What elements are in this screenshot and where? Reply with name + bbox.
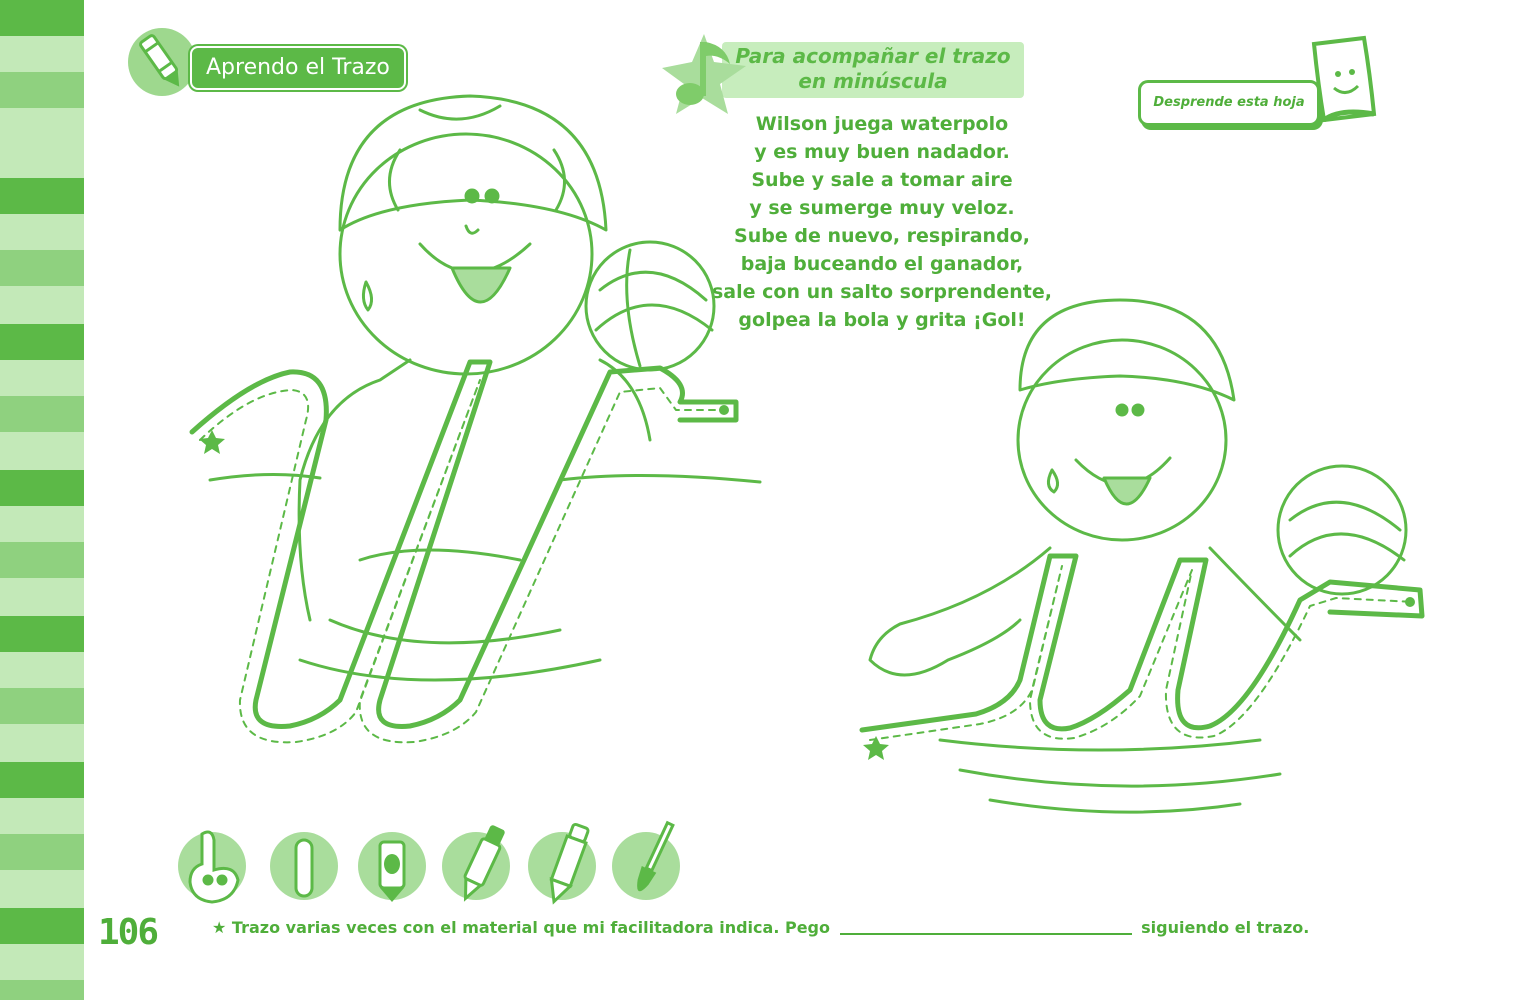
side-stripes (0, 0, 84, 1000)
finger-icon (178, 820, 258, 906)
tool-pencil (528, 832, 596, 900)
tool-crayon (358, 832, 426, 900)
tool-finger (178, 832, 246, 900)
poem-line: Sube de nuevo, respirando, (734, 225, 1030, 247)
page-number: 106 (98, 912, 158, 953)
poem-line: sale con un salto sorprendente, (712, 281, 1052, 303)
chalk-icon (270, 820, 338, 906)
crayon-badge (128, 28, 196, 96)
poem (712, 110, 1052, 334)
song-title: Para acompañar el trazo en minúscula (735, 44, 1011, 93)
boy-left-illustration (210, 96, 760, 680)
poem-line: y se sumerge muy veloz. (749, 197, 1015, 219)
pencil-icon (528, 820, 608, 906)
poem-line: golpea la bola y grita ¡Gol! (738, 309, 1026, 331)
poem-line: Sube y sale a tomar aire (751, 169, 1013, 191)
tool-chalk (270, 832, 338, 900)
fill-in-blank[interactable] (840, 933, 1132, 935)
page-icon (1300, 34, 1380, 124)
brush-icon (612, 820, 692, 906)
letter-w-large (192, 362, 736, 742)
marker-icon (442, 820, 522, 906)
crayon-icon (128, 28, 196, 96)
boy-right-illustration (870, 300, 1406, 812)
poem-line: baja buceando el ganador, (740, 253, 1024, 275)
poem-line: y es muy buen nadador. (754, 141, 1010, 163)
tool-marker (442, 832, 510, 900)
letter-w-small (862, 556, 1422, 740)
tear-off-button[interactable]: Desprende esta hoja (1138, 80, 1320, 126)
crayon-icon (358, 820, 426, 906)
instruction-text: ★ Trazo varias veces con el material que mi facilitadora indica. Pego siguiendo el trazo. (212, 918, 1310, 937)
section-title: Aprendo el Trazo (190, 46, 406, 90)
star-icon: ★ (212, 918, 227, 937)
tool-brush (612, 832, 680, 900)
poem-line: Wilson juega waterpolo (755, 113, 1009, 135)
